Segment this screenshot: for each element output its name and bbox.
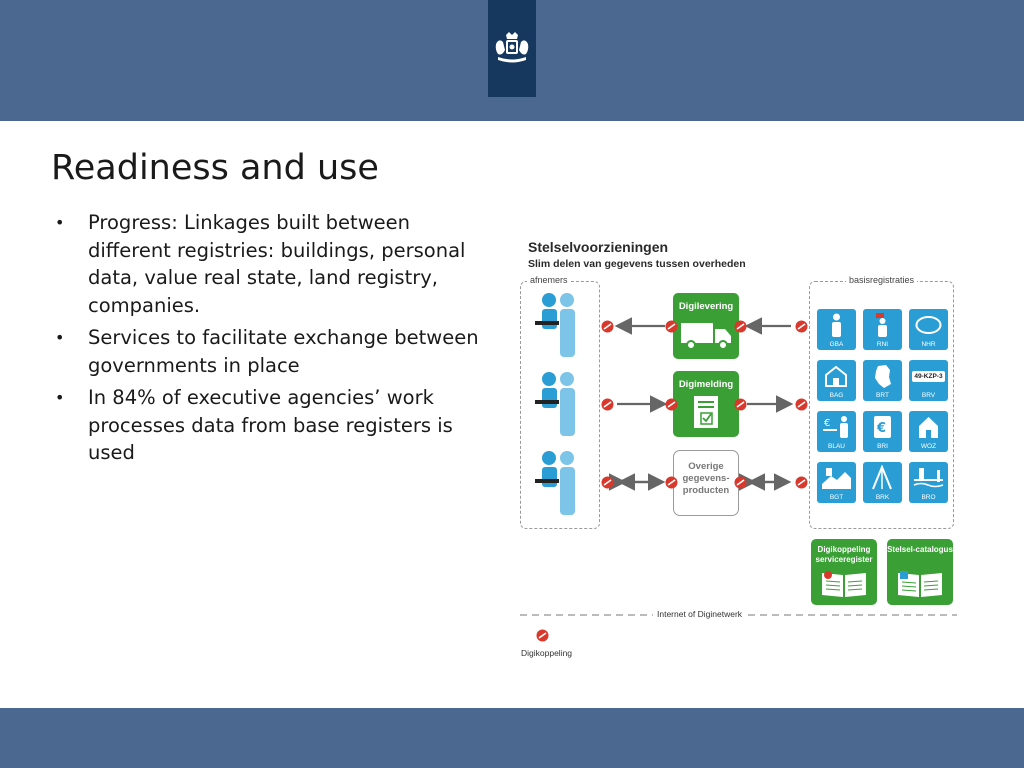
person-icon: [829, 313, 844, 337]
register-tile: [909, 462, 948, 503]
register-label: BRV: [921, 392, 936, 399]
bullet-text: Progress: Linkages built between different registries: buildings, personal data, value real state, land registry, companies.: [88, 211, 466, 317]
crest-icon: [492, 32, 532, 66]
digikoppeling-legend-icon: [536, 629, 549, 642]
register-label: GBA: [829, 341, 844, 348]
stelsel-catalogus-box: [887, 539, 953, 605]
open-book-icon: [896, 569, 944, 599]
bullet-list: [52, 209, 482, 472]
network-label: Internet of Diginetwerk: [653, 609, 746, 619]
register-tile: [909, 360, 948, 401]
register-label: BAG: [829, 392, 844, 399]
register-tile: [817, 411, 856, 452]
register-tile: [817, 360, 856, 401]
footer-bar: [0, 708, 1024, 768]
topography-icon: [821, 466, 852, 490]
register-label: BRT: [876, 392, 889, 399]
serviceregister-label: Digikoppeling serviceregister: [815, 545, 873, 564]
register-tile: [863, 462, 902, 503]
header-bar: [0, 0, 1024, 121]
digikoppeling-plug-icon: [601, 320, 614, 333]
register-label: BRI: [877, 443, 888, 450]
register-label: BLAU: [828, 443, 845, 450]
coat-of-arms-logo: [488, 0, 536, 97]
bullet-item: [52, 384, 482, 467]
catalogus-label: Stelsel-catalogus: [887, 545, 953, 554]
bullet-dot-icon: •: [55, 328, 65, 347]
license-plate: 49-KZP-3: [912, 371, 945, 382]
digikoppeling-plug-icon: [795, 320, 808, 333]
digikoppeling-plug-icon: [601, 398, 614, 411]
bullet-dot-icon: •: [55, 213, 65, 232]
register-tile: [863, 309, 902, 350]
netherlands-map-icon: [872, 364, 893, 389]
register-label: BRK: [875, 494, 890, 501]
diagram-title: Stelselvoorzieningen: [528, 239, 669, 255]
bullet-text: In 84% of executive agencies’ work processes data from base registers is used: [88, 386, 453, 464]
digikoppeling-plug-icon: [601, 476, 614, 489]
afnemers-label: afnemers: [527, 275, 571, 285]
register-label: BGT: [829, 494, 844, 501]
register-tile: [863, 360, 902, 401]
register-label: RNI: [876, 341, 889, 348]
digikoppeling-serviceregister-box: [811, 539, 877, 605]
kadaster-icon: [869, 465, 896, 491]
house-value-icon: [917, 415, 940, 439]
register-tile: [909, 309, 948, 350]
svg-text:€: €: [877, 421, 887, 436]
stelsel-diagram: [515, 233, 962, 663]
register-label: WOZ: [920, 443, 937, 450]
digikoppeling-plug-icon: [734, 320, 747, 333]
register-tile: [817, 309, 856, 350]
digikoppeling-plug-icon: [665, 398, 678, 411]
bullet-item: [52, 324, 482, 379]
euro-people-icon: [822, 415, 851, 439]
legend-label: Digikoppeling: [521, 648, 573, 658]
kvk-logo-icon: [915, 315, 942, 335]
register-tile: [817, 462, 856, 503]
person-flag-icon: [875, 313, 890, 337]
bullet-item: [52, 209, 482, 319]
register-label: NHR: [921, 341, 936, 348]
digimelding-label: Digimelding: [678, 379, 734, 390]
svg-text:€: €: [824, 418, 831, 429]
digikoppeling-plug-icon: [734, 476, 747, 489]
subsurface-icon: [913, 466, 944, 490]
digikoppeling-plug-icon: [795, 476, 808, 489]
slide-title: Readiness and use: [51, 148, 379, 188]
digikoppeling-plug-icon: [795, 398, 808, 411]
basisregistraties-label: basisregistraties: [846, 275, 917, 285]
house-icon: [824, 365, 849, 387]
digikoppeling-plug-icon: [665, 320, 678, 333]
digilevering-label: Digilevering: [678, 301, 734, 312]
register-tile: [863, 411, 902, 452]
euro-icon: [873, 415, 892, 439]
overige-label: Overige gegevens-producten: [682, 461, 730, 496]
register-label: BRO: [921, 494, 936, 501]
open-book-icon: [820, 569, 868, 599]
diagram-subtitle: Slim delen van gegevens tussen overheden: [528, 258, 746, 270]
bullet-text: Services to facilitate exchange between governments in place: [88, 326, 479, 377]
digikoppeling-plug-icon: [665, 476, 678, 489]
register-tile: [909, 411, 948, 452]
digikoppeling-plug-icon: [734, 398, 747, 411]
bullet-dot-icon: •: [55, 388, 65, 407]
